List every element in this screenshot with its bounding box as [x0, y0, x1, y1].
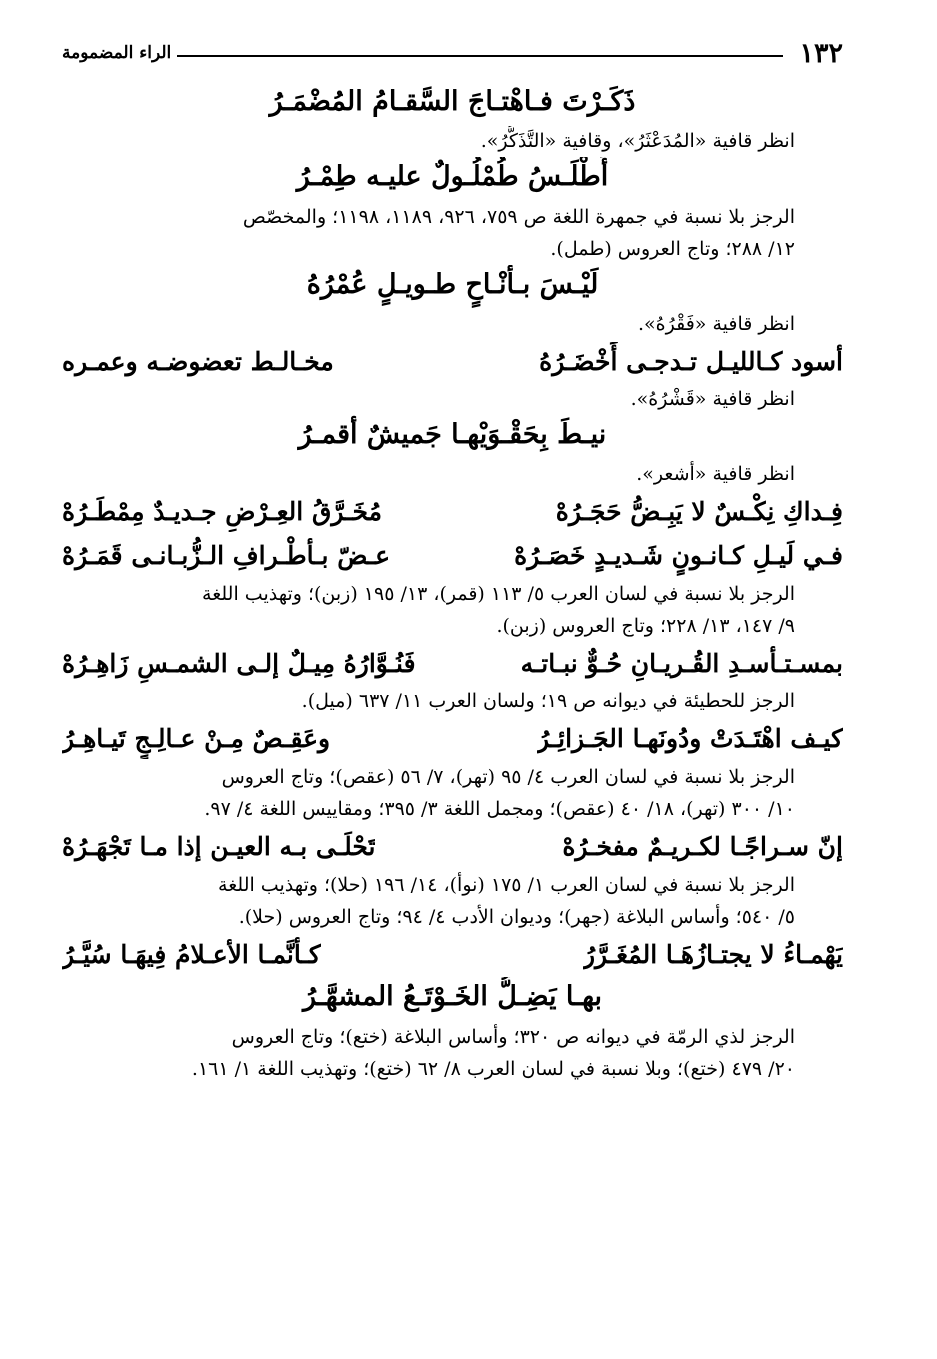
hemistich-second: عـضّ بـأطْـرافِ الـزُّبـانـى قَمَـرُهْ [62, 541, 391, 570]
reference-note: انظر قافية «قَشْرُهُ». [630, 388, 795, 410]
hemistich-first: إنّ سـراجًـا لكـريـمٌ مفخـرُهْ [562, 832, 843, 861]
hemistich-second: فَنُـوَّارُهُ مِيـلٌ إلـى الشمـسِ زَاهِـرُهْ [62, 649, 416, 678]
header-rule [177, 55, 783, 57]
verse-line: ذَكَـرْتَ فـاهْتـاجَ السَّقـامُ المُضْمَـرُ [269, 86, 636, 117]
page-body [62, 82, 843, 1085]
verse-couplet [62, 340, 843, 384]
hemistich-first: فـي لَيـلِ كـانـونٍ شَـديـدٍ خَصَـرُهْ [514, 541, 843, 570]
citation-line: ١٢/ ٢٨٨؛ وتاج العروس (طمل). [550, 238, 795, 260]
verse-line: لَيْـسَ بـأنْـاحٍ طـويـلٍ عُمْرُهُ [306, 269, 599, 300]
source-citation [62, 1021, 843, 1085]
verse-couplet [62, 490, 843, 534]
verse-line: بهـا يَضِـلُّ الخَـوْتَـعُ المشهَّـرُ [302, 981, 603, 1012]
citation-line: الرجز لذي الرمّة في ديوانه ص ٣٢٠؛ وأساس البلاغة (ختع)؛ وتاج العروس [231, 1026, 795, 1048]
citation-line: الرجز بلا نسبة في جمهرة اللغة ص ٧٥٩، ٩٢٦، ١١٨٩، ١١٩٨؛ والمخصّص [242, 206, 795, 228]
reference-note: الرجز للحطيئة في ديوانه ص ١٩؛ ولسان العرب ١١/ ٦٣٧ (ميل). [301, 690, 795, 712]
hemistich-first: بمسـتـأسـدِ القُـريـانِ حُـوٌّ نبـاتـه [520, 649, 843, 678]
source-citation [62, 201, 843, 265]
verse-line: أَطْلَـسُ طُمْلُـولٌ عليـه طِمْـرُ [296, 161, 609, 192]
hemistich-second: مخـالـط تعضوضـه وعمـره [62, 347, 334, 376]
page-number: ١٣٢ [799, 37, 843, 69]
reference-note: انظر قافية «أشعر». [636, 463, 795, 485]
hemistich-first: كيـف اهْتَـدَتْ ودُونَهـا الجَـزائِـرُ [537, 724, 843, 753]
verse-couplet [62, 717, 843, 761]
citation-line: ٥/ ٥٤٠؛ وأساس البلاغة (جهر)؛ وديوان الأدب ٤/ ٩٤؛ وتاج العروس (حلا). [238, 906, 795, 928]
citation-line: ٢٠/ ٤٧٩ (ختع)؛ وبلا نسبة في لسان العرب ٨/ ٦٢ (ختع)؛ وتهذيب اللغة ١/ ١٦١. [191, 1058, 795, 1080]
reference-note: انظر قافية «فَقْرُهُ». [637, 313, 795, 335]
source-citation [62, 578, 843, 642]
hemistich-first: أسود كـالليـل تـدجـى أَخْضَـرُهُ [539, 347, 843, 376]
page-header [62, 38, 843, 68]
reference-note: انظر قافية «المُدَعْثَرُ»، وقافية «التَّذَكُّرُ». [480, 130, 795, 152]
verse-couplet [62, 933, 843, 977]
verse-couplet [62, 642, 843, 686]
source-citation [62, 869, 843, 933]
hemistich-second: مُخَـرَّقُ العِـرْضِ جـديـدٌ مِمْطَـرُهْ [62, 497, 382, 526]
citation-line: ١٠/ ٣٠٠ (تهر)، ١٨/ ٤٠ (عقص)؛ ومجمل اللغة ٣/ ٣٩٥؛ ومقاييس اللغة ٤/ ٩٧. [204, 798, 795, 820]
hemistich-first: فِـداكِ نِكْـسٌ لا يَبِـضُّ حَجَـرُهْ [555, 497, 843, 526]
citation-line: الرجز بلا نسبة في لسان العرب ٤/ ٩٥ (تهر)، ٧/ ٥٦ (عقص)؛ وتاج العروس [221, 766, 795, 788]
hemistich-second: كـأنَّمـا الأعـلامُ فِيهَـا سُيَّـرُ [62, 940, 321, 969]
citation-line: الرجز بلا نسبة في لسان العرب ٥/ ١١٣ (قمر)، ١٣/ ١٩٥ (زبن)؛ وتهذيب اللغة [202, 583, 795, 605]
verse-couplet [62, 825, 843, 869]
citation-line: ٩/ ١٤٧، ١٣/ ٢٢٨؛ وتاج العروس (زبن). [496, 615, 795, 637]
hemistich-second: تَحْلَـى بـه العيـن إذا مـا تَجْهَـرُهْ [62, 832, 376, 861]
citation-line: الرجز بلا نسبة في لسان العرب ١/ ١٧٥ (نوأ)، ١٤/ ١٩٦ (حلا)؛ وتهذيب اللغة [218, 874, 795, 896]
verse-couplet [62, 534, 843, 578]
source-citation [62, 761, 843, 825]
verse-line: نيـطَ بِحَقْـوَيْهـا جَميشٌ أقمـرُ [298, 419, 607, 450]
hemistich-first: يَهْمـاءُ لا يجتـازُهَـا المُغَـرَّرُ [582, 940, 843, 969]
hemistich-second: وعَقِـصٌ مِـنْ عـالِـجٍ تَيـاهِـرُ [62, 724, 331, 753]
running-title: الراء المضمومة [62, 43, 172, 63]
